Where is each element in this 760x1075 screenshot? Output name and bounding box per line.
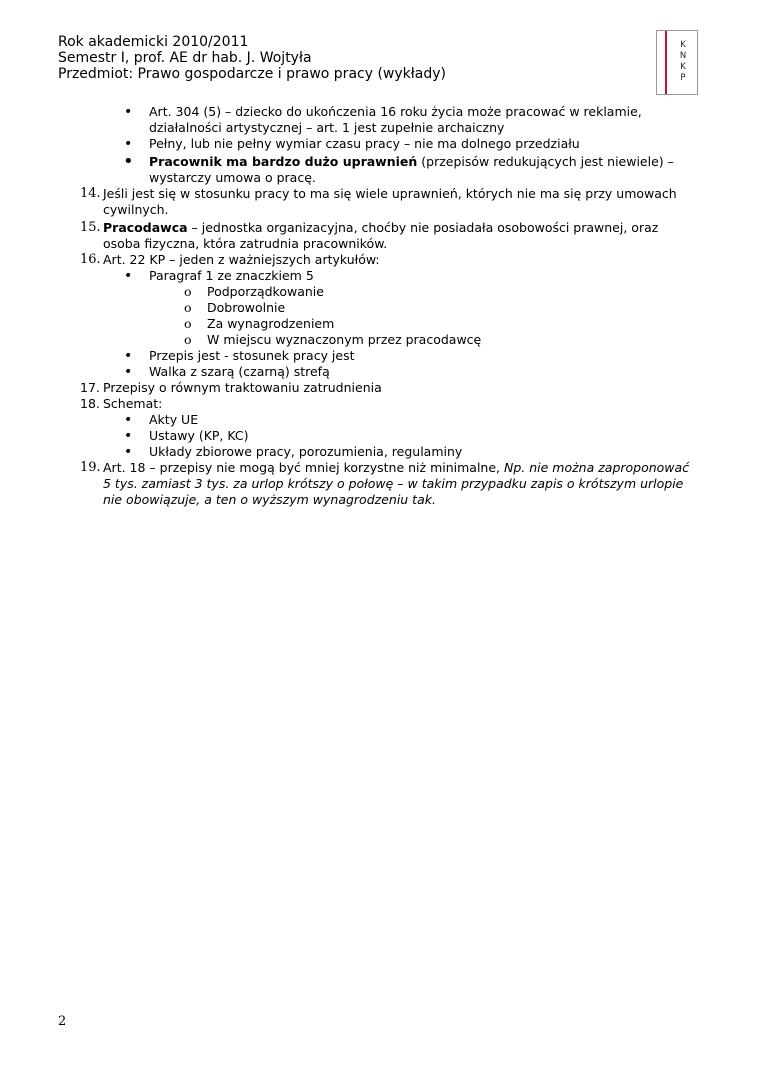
bullet-marker: • (124, 412, 133, 428)
bullet-marker: • (124, 348, 133, 364)
bullet-text: Układy zbiorowe pracy, porozumienia, regulaminy (149, 444, 463, 459)
header-semester-lecturer: Semestr I, prof. AE dr hab. J. Wojtyła (58, 50, 312, 66)
numbered-item-14 (0, 186, 760, 218)
number-marker: 15. (80, 220, 101, 235)
sub-marker: o (184, 300, 192, 315)
number-marker: 14. (80, 186, 101, 201)
bullet-item (0, 428, 760, 444)
numbered-item-19 (0, 460, 760, 508)
italic-example: Np. nie można zaproponować 5 tys. zamiast 3 tys. za urlop krótszy o połowę – w takim przypadku zapis o krótszym urlopie nie obowiązuje, a ten o wyższym wynagrodzeniu tak. (103, 460, 690, 507)
knkp-logo (656, 30, 698, 95)
bullet-item (0, 412, 760, 428)
bullet-text: Ustawy (KP, KC) (149, 428, 249, 443)
bold-phrase: Pracodawca (103, 220, 188, 235)
sub-marker: o (184, 332, 192, 347)
bullet-text: Akty UE (149, 412, 199, 427)
number-marker: 17. (80, 380, 100, 395)
document-body (0, 104, 760, 508)
numbered-item-16 (0, 252, 760, 268)
sub-text: Dobrowolnie (207, 300, 286, 315)
number-marker: 16. (80, 252, 101, 267)
number-marker: 18. (80, 396, 100, 411)
bullet-marker: • (123, 151, 134, 172)
bullet-marker: • (124, 104, 133, 120)
bullet-item (0, 444, 760, 460)
numbered-item-15 (0, 220, 760, 252)
bullet-item (0, 268, 760, 284)
bullet-item (0, 348, 760, 364)
numbered-text (103, 460, 692, 508)
numbered-item-17 (0, 380, 760, 396)
bullet-item (0, 104, 760, 136)
logo-letter: K (680, 40, 686, 50)
bullet-text: Pełny, lub nie pełny wymiar czasu pracy – nie ma dolnego przedziału (149, 136, 580, 151)
sub-marker: o (184, 316, 192, 331)
numbered-text: Schemat: (103, 396, 163, 411)
numbered-text-rest: – jednostka organizacyjna, choćby nie posiadała osobowości prawnej, oraz osoba fizyczna, która zatrudnia pracowników. (103, 220, 659, 251)
document-header (58, 34, 446, 82)
logo-letters (677, 40, 689, 84)
logo-red-bar (665, 31, 667, 94)
numbered-text-normal: Art. 18 – przepisy nie mogą być mniej korzystne niż minimalne, (103, 460, 504, 475)
bullet-item (0, 151, 760, 186)
numbered-item-18 (0, 396, 760, 412)
bullet-text (149, 154, 692, 186)
numbered-text: Przepisy o równym traktowaniu zatrudnienia (103, 380, 382, 395)
sub-item (0, 284, 760, 300)
header-academic-year: Rok akademicki 2010/2011 (58, 34, 249, 50)
bullet-text: Przepis jest - stosunek pracy jest (149, 348, 355, 363)
sub-item (0, 300, 760, 316)
bullet-item (0, 364, 760, 380)
sub-text: Podporządkowanie (207, 284, 324, 299)
header-subject: Przedmiot: Prawo gospodarcze i prawo pracy (wykłady) (58, 66, 446, 82)
bullet-marker: • (124, 364, 133, 380)
bold-phrase: Pracownik ma bardzo dużo uprawnień (149, 154, 418, 169)
sub-marker: o (184, 284, 192, 299)
bullet-text-rest: (przepisów redukujących jest niewiele) – wystarczy umowa o pracę. (149, 154, 674, 185)
page-number: 2 (58, 1014, 67, 1029)
logo-letter: K (680, 62, 686, 72)
bullet-marker: • (124, 268, 133, 284)
sub-item (0, 316, 760, 332)
sub-text: W miejscu wyznaczonym przez pracodawcę (207, 332, 482, 347)
number-marker: 19. (80, 460, 101, 475)
bullet-text: Walka z szarą (czarną) strefą (149, 364, 330, 379)
numbered-text: Art. 22 KP – jeden z ważniejszych artykułów: (103, 252, 380, 267)
numbered-text: Jeśli jest się w stosunku pracy to ma się wiele uprawnień, których nie ma się przy umowach cywilnych. (103, 186, 677, 217)
bullet-marker: • (124, 428, 133, 444)
bullet-text: Paragraf 1 ze znaczkiem 5 (149, 268, 314, 283)
sub-text: Za wynagrodzeniem (207, 316, 335, 331)
logo-letter: P (680, 73, 686, 83)
bullet-marker: • (124, 136, 133, 152)
logo-letter: N (679, 51, 687, 61)
bullet-item (0, 136, 760, 152)
numbered-text (103, 220, 692, 252)
bullet-text: Art. 304 (5) – dziecko do ukończenia 16 roku życia może pracować w reklamie, działalności artystycznej – art. 1 jest zupełnie archaiczny (149, 104, 642, 135)
sub-item (0, 332, 760, 348)
bullet-marker: • (124, 444, 133, 460)
